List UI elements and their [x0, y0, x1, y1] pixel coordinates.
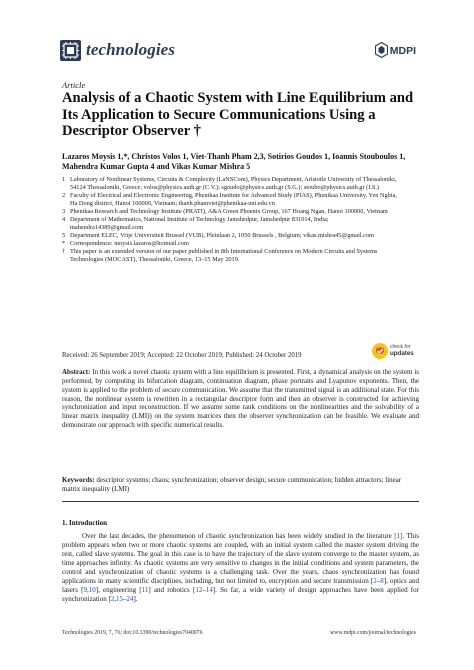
citation-link[interactable]: 11 [141, 585, 149, 594]
citation-link[interactable]: 12 [195, 585, 203, 594]
journal-name: technologies [86, 40, 176, 59]
citation-link[interactable]: 9 [83, 585, 87, 594]
intro-text: ] and robotics [ [148, 585, 196, 594]
publisher-name: MDPI [389, 45, 416, 57]
intro-text: – [202, 585, 206, 594]
affiliation-text: Phenikaa Research and Technology Institute (PRATI), A&A Green Phoenix Group, 167 Hoang Ngan, Hanoi 100000, Vietnam [70, 208, 388, 216]
badge-line-1: check for [390, 344, 411, 350]
affiliation-marker: * [62, 240, 66, 248]
affiliation-marker: 5 [62, 232, 66, 240]
intro-text: ]. [133, 594, 138, 603]
affiliation-list [62, 176, 402, 265]
section-heading: 1. Introduction [62, 519, 107, 527]
citation-link[interactable]: 2 [110, 594, 115, 603]
introduction-paragraph [62, 532, 419, 604]
affiliation-marker: 3 [62, 208, 66, 216]
author-list: Lazaros Moysis 1,*, Christos Volos 1, Viet-Thanh Pham 2,3, Sotirios Goudos 1, Ioannis Stouboulos 1, Mahendra Kumar Gupta 4 and Vikas Kumar Mishra 5 [62, 152, 406, 172]
extended-version-note [62, 248, 402, 264]
affiliation-item [62, 176, 402, 192]
note-text: This paper is an extended version of our paper published in 8th International Conference on Modern Circuits and Systems Technologies (MOCAST), Thessaloniki, Greece, 13–15 May 2019. [70, 248, 378, 264]
correspondence-text: Correspondence: moysis.lazaros@hotmail.com [70, 240, 189, 248]
paper-title: Analysis of a Chaotic System with Line Equilibrium and Its Application to Secure Communications Using a Descriptor Observer † [62, 90, 414, 140]
affiliation-item [62, 192, 402, 208]
affiliation-marker: † [62, 248, 66, 256]
correspondence-item [62, 240, 402, 248]
affiliation-item [62, 208, 402, 216]
affiliation-text: Laboratory of Nonlinear Systems, Circuits & Complexity (LaNSCom), Physics Department, Aristotle University of Thessaloniki, 54124 Thessaloniki, Greece; volos@physics.auth.gr (C.V.); sgoudo@physics.auth.gr (S.G.); stoubo@physics.auth.gr (I.S.) [70, 176, 397, 192]
keywords-label: Keywords: [62, 476, 95, 484]
intro-text: , [86, 585, 89, 594]
citation-link[interactable]: 15 [116, 594, 124, 603]
journal-header [60, 40, 416, 66]
citation-link[interactable]: 24 [126, 594, 134, 603]
citation-link[interactable]: 14 [205, 585, 213, 594]
mdpi-emblem-icon [375, 42, 388, 58]
keywords-text: descriptor systems; chaos; synchronization; observer design; secure communication; hidden attractors; linear matrix inequality (LMI) [62, 476, 402, 493]
affiliation-text: Department ELEC, Vrije Universiteit Brussel (VUB), Pleinlaan 2, 1050 Brussels , Belgium; vikas.mishra45@gmail.com [70, 232, 375, 240]
check-for-updates-badge[interactable] [372, 342, 416, 360]
affiliation-text: Faculty of Electrical and Electronic Engineering, Phenikaa Institute for Advanced Study (PIAS), Phenikaa University, Yen Nghia, Ha Dong district, Hanoi 100000, Vietnam; thanh.phamviet@phenikaa-uni.edu.vn [70, 192, 397, 208]
affiliation-item [62, 232, 402, 240]
footer-citation: Technologies 2019, 7, 76; doi:10.3390/technologies7040076 [62, 630, 203, 636]
publisher-logo [376, 42, 416, 58]
keywords [62, 476, 419, 494]
intro-text: ], optics and lasers [ [62, 576, 419, 594]
check-for-updates-icon [372, 343, 388, 359]
footer-journal-url[interactable]: www.mdpi.com/journal/technologies [330, 630, 416, 636]
intro-text: ]. So far, a wide variety of design approaches have been applied for synchronization [ [62, 585, 419, 603]
affiliation-marker: 2 [62, 192, 66, 200]
abstract-label: Abstract: [62, 368, 91, 376]
intro-text: – [123, 594, 127, 603]
intro-text: – [376, 576, 381, 585]
abstract-text: In this work a novel chaotic system with a line equilibrium is presented. First, a dynamical analysis on the system is performed, by computing its bifurcation diagram, continuation diagram, phase portraits and Lyapunov exponents. Then, the system is applied to the problem of secure communication. We assume that the transmitted signal is an additional state. For this reason, the nonlinear system is rewritten in a rectangular descriptor form and then an observer is constructed for achieving synchronization and input reconstruction. If we assume some rank conditions on the nonlinearities and the solvability of a linear matrix inequality (LMI)) on the system matrices then the observer synchronization can be feasible. We evaluate and demonstrate our approach with specific numerical results. [62, 368, 419, 430]
article-type-label: Article [62, 80, 86, 90]
section-divider [62, 501, 419, 502]
intro-text: Over the last decades, the phenomenon of chaotic synchronization has been widely studied in the literature [82, 532, 395, 540]
citation-link[interactable]: 10 [88, 585, 96, 594]
affiliation-marker: 1 [62, 176, 66, 183]
affiliation-text: Department of Mathematics, National Institute of Technology Jamshedpur, Jamshedpur 831014, India; mahendra14389@gmail.com [70, 216, 329, 232]
badge-line-2: updates [390, 350, 414, 357]
affiliation-item [62, 216, 402, 232]
citation-link[interactable]: 2 [373, 576, 377, 585]
intro-text: . This problem appears when two or more chaotic systems are coupled, with an initial system called the master system driving the rest, called slave systems. The goal in this case is to have the trajectory of the slave system converge to the master system, as time approaches infinity. As chaotic systems are very sensitive to changes in the initial conditions and system parameters, the control and synchronization of chaotic systems is a challenging task. Over the years, chaos synchronization has found applications in many scientific disciplines, including, but not limited to, encryption and secure transmission [ [62, 532, 419, 585]
publication-dates: Received: 26 September 2019; Accepted: 22 October 2019; Published: 24 October 2019 [62, 352, 302, 359]
affiliation-marker: 4 [62, 216, 66, 224]
intro-text: ], engineering [ [95, 585, 142, 594]
citation-link[interactable]: 8 [380, 576, 384, 585]
journal-logo-icon [60, 40, 81, 61]
abstract [62, 368, 419, 430]
citation-link[interactable]: [1] [394, 532, 403, 540]
intro-text: , [114, 594, 117, 603]
